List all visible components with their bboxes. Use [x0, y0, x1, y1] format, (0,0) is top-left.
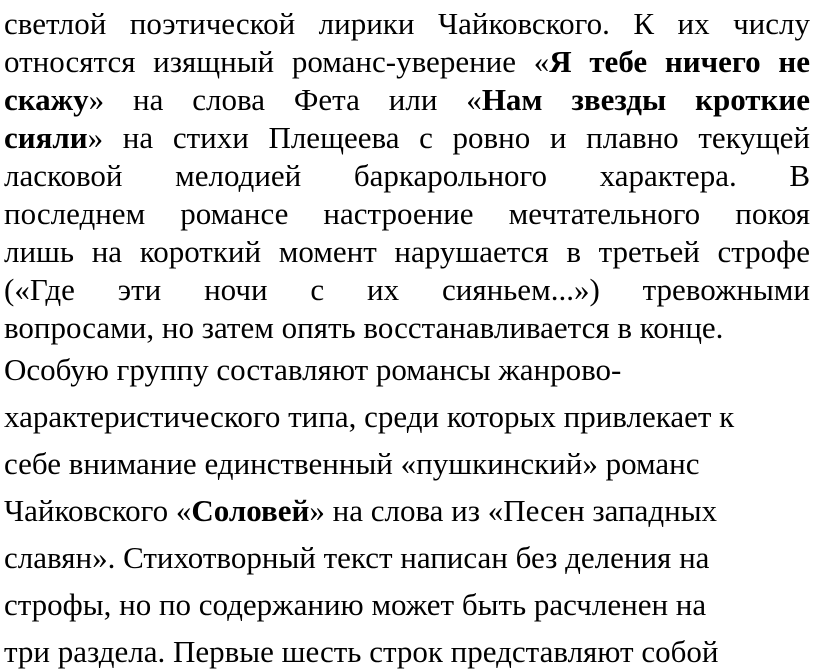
text-line — [4, 310, 810, 346]
text-span: три раздела. Первые шесть строк представляют собой — [4, 634, 719, 669]
text-span: » на стихи Плещеева с ровно и плавно текущей — [87, 120, 810, 155]
text-line — [4, 272, 810, 308]
text-line — [4, 493, 810, 529]
song-title-bold: сияли — [4, 120, 88, 155]
text-span: строфы, но по содержанию может быть расчленен на — [4, 587, 707, 622]
text-span: лишь на короткий момент нарушается в третьей строфе — [4, 234, 810, 269]
text-line — [4, 399, 810, 435]
song-title-bold: Я тебе ничего не — [549, 44, 810, 79]
text-span: » на слова из «Песен западных — [309, 493, 718, 528]
text-span: Особую группу составляют романсы жанрово- — [4, 352, 622, 387]
text-line — [4, 196, 810, 232]
text-line — [4, 587, 810, 623]
text-span: относятся изящный романс-уверение « — [4, 44, 550, 79]
text-line — [4, 352, 810, 388]
text-span: последнем романсе настроение мечтательного покоя — [4, 196, 810, 231]
text-span: славян». Стихотворный текст написан без деления на — [4, 540, 710, 575]
text-span: себе внимание единственный «пушкинский» романс — [4, 446, 700, 481]
song-title-bold: Нам звезды кроткие — [481, 82, 810, 117]
text-span: («Где эти ночи с их сияньем...») тревожными — [4, 272, 810, 307]
text-line — [4, 446, 810, 482]
text-line — [4, 44, 810, 80]
text-line — [4, 540, 810, 576]
text-span: вопросами, но затем опять восстанавливается в конце. — [4, 310, 724, 345]
text-line — [4, 158, 810, 194]
song-title-bold: Соловей — [191, 493, 310, 528]
text-span: Чайковского « — [4, 493, 192, 528]
text-line — [4, 6, 810, 42]
text-line — [4, 634, 810, 670]
text-span: » на слова Фета или « — [88, 82, 482, 117]
text-line — [4, 120, 810, 156]
text-span: светлой поэтической лирики Чайковского. К их числу — [4, 6, 810, 41]
text-line — [4, 234, 810, 270]
text-span: характеристического типа, среди которых привлекает к — [4, 399, 735, 434]
text-line — [4, 82, 810, 118]
song-title-bold: скажу — [4, 82, 89, 117]
text-span: ласковой мелодией баркарольного характера. В — [4, 158, 810, 193]
